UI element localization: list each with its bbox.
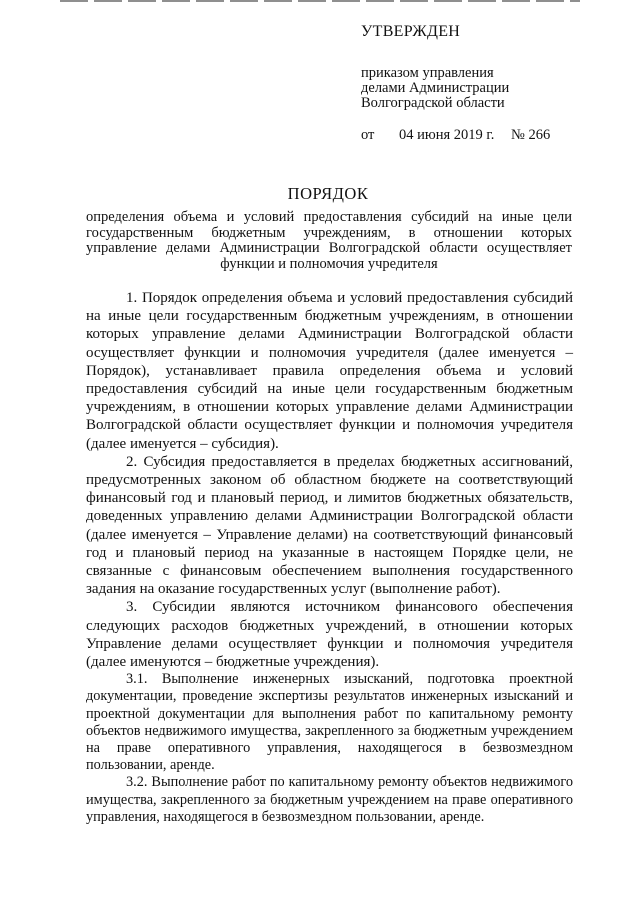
approval-issuer [361,66,611,111]
approval-title: УТВЕРЖДЕН [361,23,461,40]
paragraph-2: 2. Субсидия предоставляется в пределах бюджетных ассигнований, предусмотренных законом об областном бюджете на соответствующий финансовый год и плановый период, и лимитов бюджетных обязательств, доведенных управлению делами Администрации Волгоградской области (далее именуется – Управление делами) на соответствующий финансовый год и плановый период на указанные в настоящем Порядке цели, не связанные с финансовым обеспечением выполнения государственного задания на оказание государственных услуг (выполнение работ). [86,453,573,598]
approval-line: приказом управления [361,65,494,81]
approval-line: Волгоградской области [361,95,505,111]
approval-date: 04 июня 2019 г. [399,127,495,143]
document-title: ПОРЯДОК [287,184,369,203]
paragraph-3-2: 3.2. Выполнение работ по капитальному ремонту объектов недвижимого имущества, закрепленного за бюджетным учреждением на праве оперативного управления, находящегося в безвозмездном пользовании, аренде. [86,774,573,825]
approval-date-line [361,126,611,144]
approval-number: № 266 [511,127,551,143]
paragraph-1: 1. Порядок определения объема и условий предоставления субсидий на иные цели государственным бюджетным учреждениям, в отношении которых управление делами Администрации Волгоградской области осуществляет функции и полномочия учредителя (далее именуется – Порядок), устанавливает правила определения объема и условий предоставления субсидий на иные цели государственным бюджетным учреждениям, в отношении которых управление делами Администрации Волгоградской области осуществляет функции и полномочия учредителя (далее именуется – субсидия). [86,290,573,452]
approval-stamp [361,22,611,144]
paragraph-3: 3. Субсидии являются источником финансового обеспечения следующих расходов бюджетных учреждений, в отношении которых Управление делами осуществляет функции и полномочия учредителя (далее именуются – бюджетные учреждения). [86,599,573,671]
approval-line: делами Администрации [361,80,510,96]
date-prefix: от [361,127,375,143]
scan-top-edge [60,0,580,2]
paragraph-3-1: 3.1. Выполнение инженерных изысканий, подготовка проектной документации, проведение экспертизы результатов инженерных изысканий и проектной документации для выполнения работ по капитальному ремонту объектов недвижимого имущества, закрепленного за бюджетным учреждением на праве оперативного управления, находящегося в безвозмездном пользовании, аренде. [86,671,573,774]
document-body [86,289,573,826]
document-subtitle: определения объема и условий предоставления субсидий на иные цели государственным бюджетным учреждениям, в отношении которых управление делами Администрации Волгоградской области осуществляет функции и полномочия учредителя [86,209,572,272]
